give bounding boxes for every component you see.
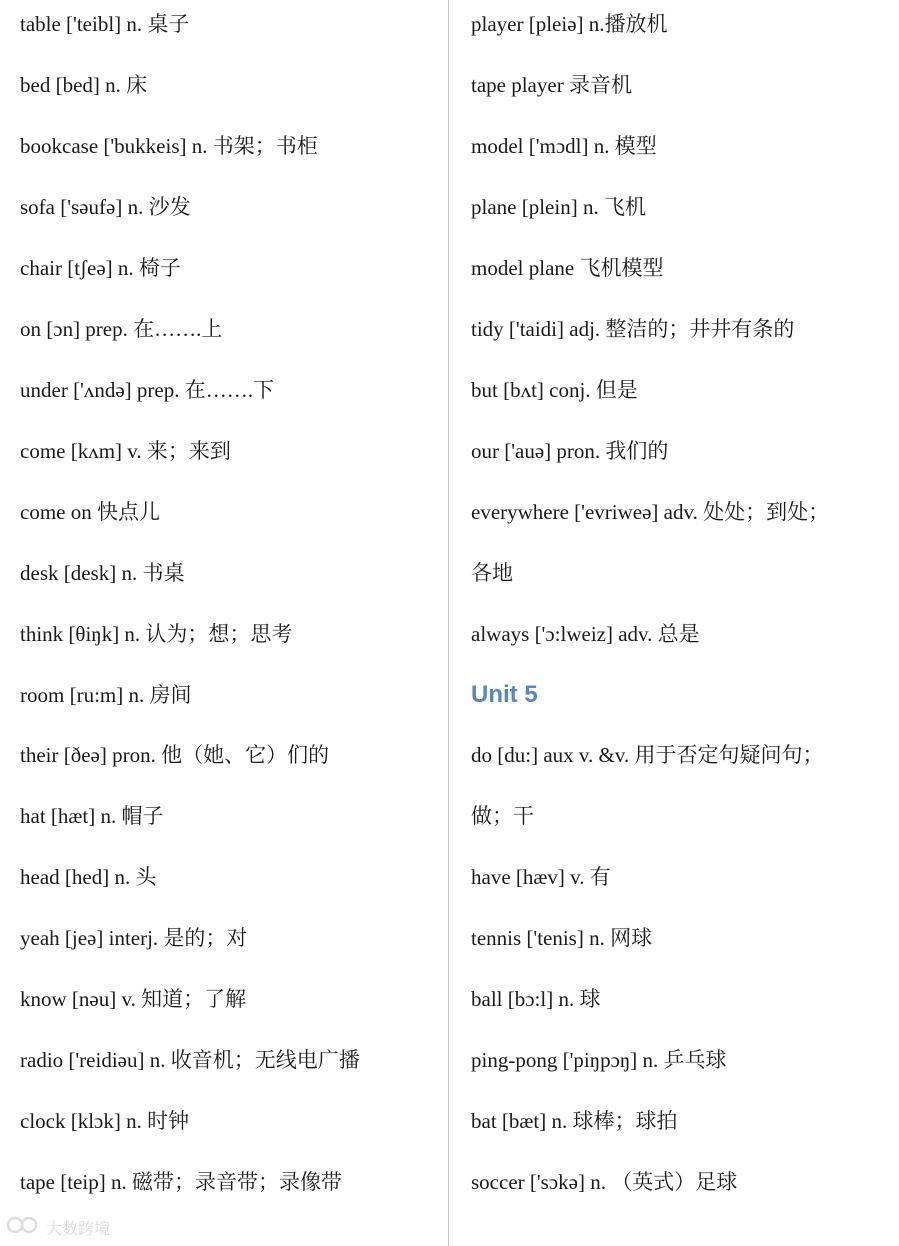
vocab-entry: everywhere ['evriweə] adv. 处处；到处； [471,499,830,524]
vocab-entry: sofa ['səufə] n. 沙发 [20,194,191,219]
vocab-entry: hat [hæt] n. 帽子 [20,804,164,829]
vocab-entry: player [pleiə] n.播放机 [471,12,668,36]
vocab-entry: but [bʌt] conj. 但是 [471,377,638,402]
vocab-entry-continued: 做；干 [471,804,534,829]
vocab-entry: tennis ['tenis] n. 网球 [471,926,653,951]
vocab-entry: plane [plein] n. 飞机 [471,194,646,219]
vocab-entry: room [ru:m] n. 房间 [20,682,192,707]
vocab-entry: soccer ['sɔkə] n. （英式）足球 [471,1170,738,1194]
vocab-entry: tape player 录音机 [471,73,632,97]
vocab-entry: yeah [jeə] interj. 是的；对 [20,926,248,951]
vocab-entry: bookcase ['bukkeis] n. 书架；书柜 [20,133,318,158]
vocab-entry: on [ɔn] prep. 在…….上 [20,316,223,341]
vocab-entry: know [nəu] v. 知道；了解 [20,987,247,1012]
vocab-entry: table ['teibl] n. 桌子 [20,12,190,36]
vocab-entry: their [ðeə] pron. 他（她、它）们的 [20,743,330,768]
logo-icon [6,1214,40,1240]
vocab-entry: always ['ɔ:lweiz] adv. 总是 [471,621,700,646]
vocab-entry: radio ['reidiəu] n. 收音机；无线电广播 [20,1048,360,1073]
vocab-entry: desk [desk] n. 书桌 [20,560,185,585]
vocab-entry: tidy ['taidi] adj. 整洁的；井井有条的 [471,316,795,341]
vocab-entry: our ['auə] pron. 我们的 [471,438,669,463]
vocab-entry: come [kʌm] v. 来；来到 [20,438,231,463]
watermark-text: 大数跨境 [46,1218,111,1238]
vocab-entry: come on 快点儿 [20,499,160,524]
vocab-entry: do [du:] aux v. &v. 用于否定句疑问句； [471,743,824,768]
vocab-entry: chair [tʃeə] n. 椅子 [20,255,181,280]
vocab-entry: ping-pong ['piŋpɔŋ] n. 乒乓球 [471,1048,727,1073]
vocab-entry: think [θiŋk] n. 认为；想；思考 [20,621,293,646]
vocab-entry: head [hed] n. 头 [20,865,157,890]
watermark [6,1214,110,1240]
vocab-entry-continued: 各地 [471,560,513,585]
unit-heading: Unit 5 [471,680,538,708]
vocab-entry: model ['mɔdl] n. 模型 [471,133,657,158]
vocab-entry: under ['ʌndə] prep. 在…….下 [20,377,274,402]
vocab-entry: ball [bɔ:l] n. 球 [471,987,601,1012]
vocab-entry: model plane 飞机模型 [471,255,664,280]
vocab-entry: bat [bæt] n. 球棒；球拍 [471,1109,678,1134]
vocab-entry: bed [bed] n. 床 [20,73,148,97]
vocab-entry: clock [klɔk] n. 时钟 [20,1109,190,1134]
column-divider [448,0,449,1246]
vocab-entry: have [hæv] v. 有 [471,865,611,890]
vocab-entry: tape [teip] n. 磁带；录音带；录像带 [20,1170,342,1194]
